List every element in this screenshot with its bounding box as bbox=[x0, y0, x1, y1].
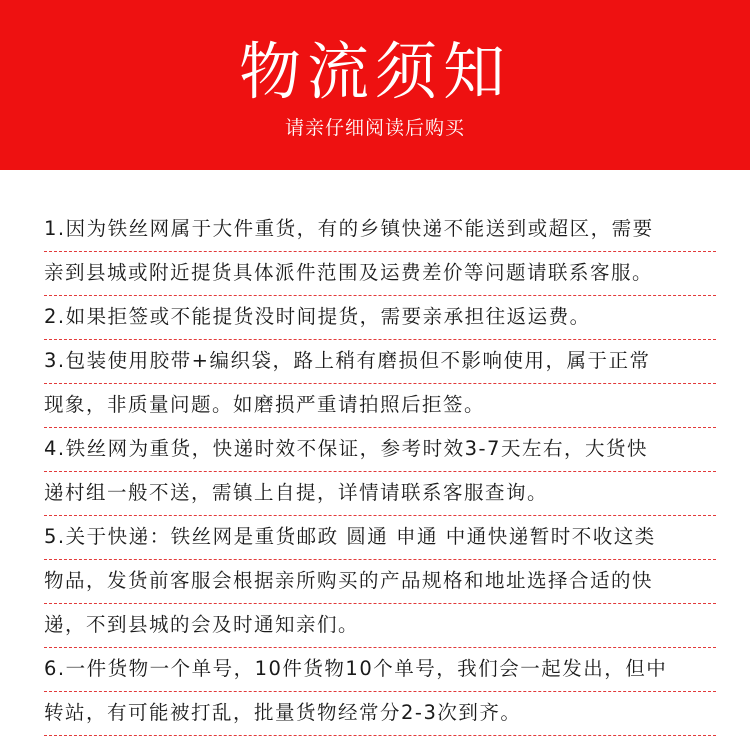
notice-line: 亲到县城或附近提货具体派件范围及运费差价等问题请联系客服。 bbox=[44, 252, 716, 296]
notice-line: 1.因为铁丝网属于大件重货，有的乡镇快递不能送到或超区，需要 bbox=[44, 208, 716, 252]
notice-line: 4.铁丝网为重货，快递时效不保证，参考时效3-7天左右，大货快 bbox=[44, 428, 716, 472]
notice-line: 3.包装使用胶带+编织袋，路上稍有磨损但不影响使用，属于正常 bbox=[44, 340, 716, 384]
notice-line: 物品，发货前客服会根据亲所购买的产品规格和地址选择合适的快 bbox=[44, 560, 716, 604]
notice-line: 5.关于快递：铁丝网是重货邮政 圆通 申通 中通快递暂时不收这类 bbox=[44, 516, 716, 560]
notice-line: 递村组一般不送，需镇上自提，详情请联系客服查询。 bbox=[44, 472, 716, 516]
notice-list bbox=[44, 208, 716, 736]
notice-line: 2.如果拒签或不能提货没时间提货，需要亲承担往返运费。 bbox=[44, 296, 716, 340]
page-title: 物流须知 bbox=[238, 35, 511, 108]
notice-line: 转站，有可能被打乱，批量货物经常分2-3次到齐。 bbox=[44, 692, 716, 736]
page-subtitle: 请亲仔细阅读后购买 bbox=[284, 117, 465, 139]
notice-line: 现象，非质量问题。如磨损严重请拍照后拒签。 bbox=[44, 384, 716, 428]
notice-line: 6.一件货物一个单号，10件货物10个单号，我们会一起发出，但中 bbox=[44, 648, 716, 692]
header-banner bbox=[0, 0, 750, 170]
notice-line: 递，不到县城的会及时通知亲们。 bbox=[44, 604, 716, 648]
